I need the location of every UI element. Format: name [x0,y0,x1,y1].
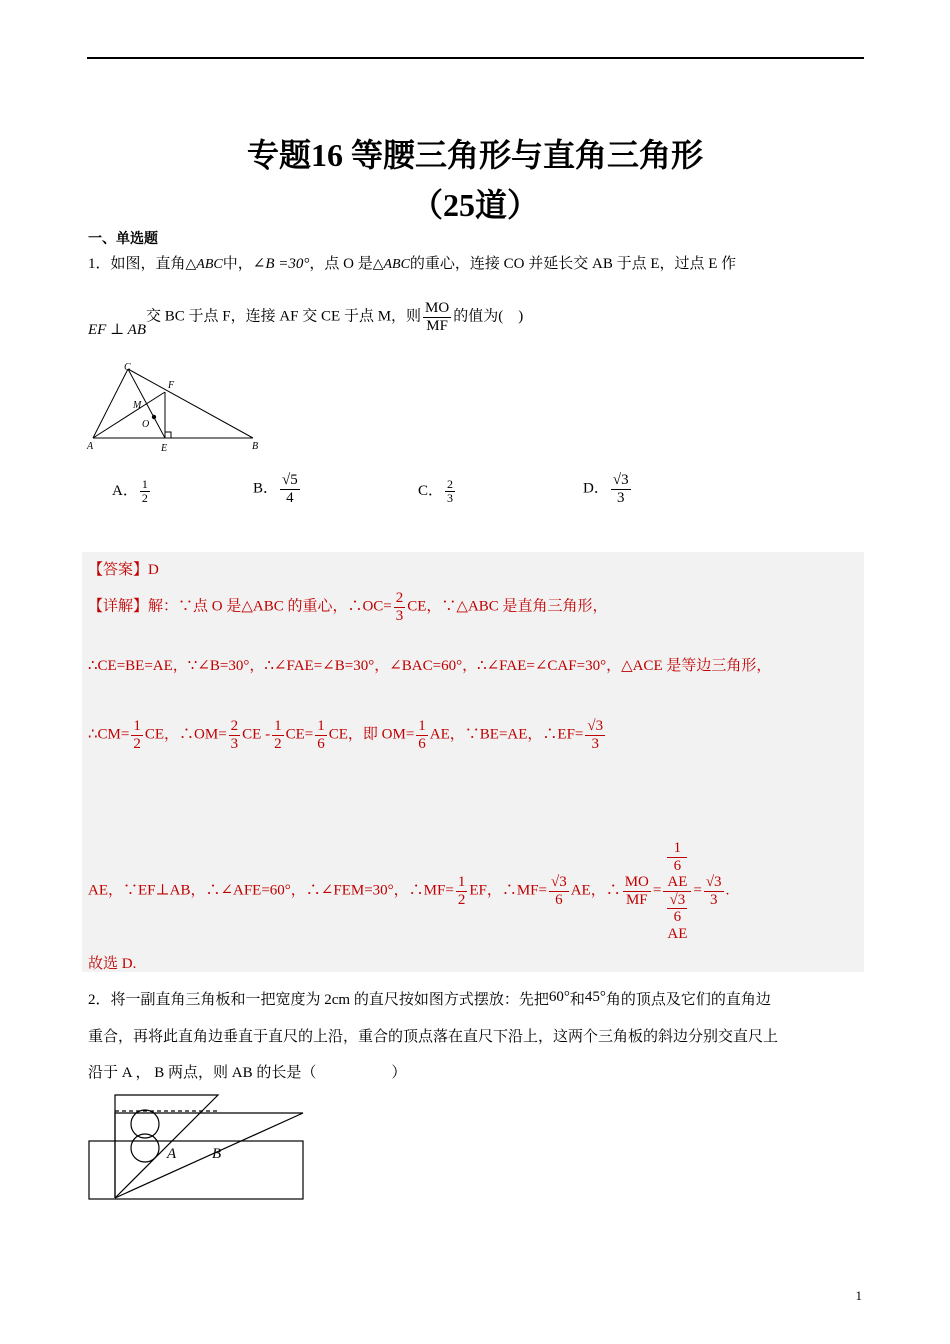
answer-line: 【答案】D [88,562,159,578]
label-point-a: A [167,1146,177,1162]
section-heading: 一、单选题 [88,232,158,247]
option-c[interactable]: C． $\frac{2}{3}$ [418,477,454,506]
big-fraction: 1 6 AE √3 6 AE [663,840,691,942]
label-a: A [87,441,94,452]
label-f: F [168,380,175,391]
triangle-figure [85,360,265,455]
label-c: C [124,362,131,373]
q2-line1: 2．将一副直角三角板和一把宽度为 2cm 的直尺按如图方式摆放：先把60°和45°角的顶点及它们的直角边 [88,989,771,1008]
side-ca [93,369,128,438]
detail-line3: ∴CM= $\frac{1}{2}$ CE，∴OM= $\frac{2}{3}$ CE - $\frac{1}{2}$ CE= $\frac{1}{6}$ CE，即 OM= $\frac{1}{6}$ AE，∵BE=AE，∴EF= $\frac{√3}{3}$ [88,718,604,752]
doc-subtitle: （25道） [410,187,539,223]
centroid-point [152,415,156,419]
final-answer: 故选 D. [88,956,137,972]
option-b[interactable]: B． $\frac{√5}{4}$ [253,472,298,506]
doc-title: 专题16 等腰三角形与直角三角形 [246,137,703,173]
mo-mf-fraction: $\frac{MO}{MF}$ [425,300,450,334]
detail-line1: 【详解】解：∵点 O 是△ABC 的重心，∴OC= $\frac{2}{3}$ CE，∵△ABC 是直角三角形， [88,590,608,624]
q1-line2: EF ⊥ AB交 BC 于点 F，连接 AF 交 CE 于点 M，则 $\frac{MO}{MF}$ 的值为( ) [88,300,524,339]
triangle-60 [115,1113,303,1198]
header-rule [87,57,864,59]
q2-line2: 重合，再将此直角边垂直于直尺的上沿，重合的顶点落在直尺下沿上，这两个三角板的斜边分别交直尺上 [88,1029,779,1045]
ruler [89,1141,303,1199]
label-b: B [252,441,259,452]
detail-line4: AE，∵EF⊥AB，∴∠AFE=60°，∴∠FEM=30°，∴MF= $\frac{1}{2}$ EF，∴MF= $\frac{√3}{6}$ AE，∴ $\frac{MO}{MF}$ = 1 6 AE √3 6 AE = $\frac{√3}{3}$ . [88,840,730,942]
detail-line2: ∴CE=BE=AE，∵∠B=30°，∴∠FAE=∠B=30°，∠BAC=60°，∴∠FAE=∠CAF=30°，△ACE 是等边三角形， [88,658,772,674]
ruler-figure [85,1090,310,1205]
option-d[interactable]: D． $\frac{√3}{3}$ [583,472,629,506]
label-e: E [161,443,168,454]
q2-line3: 沿于 A ， B 两点，则 AB 的长是（ ） [88,1065,407,1081]
option-a[interactable]: A． $\frac{1}{2}$ [112,477,148,506]
label-point-b: B [212,1146,222,1162]
right-angle-mark [165,432,171,438]
label-o: O [142,419,150,430]
label-m: M [133,400,142,411]
q1-line1: 1．如图，直角△ABC中，∠B =30°，点 O 是△ABC的重心，连接 CO 并延长交 AB 于点 E，过点 E 作 [88,256,737,272]
page-number: 1 [855,1288,862,1303]
